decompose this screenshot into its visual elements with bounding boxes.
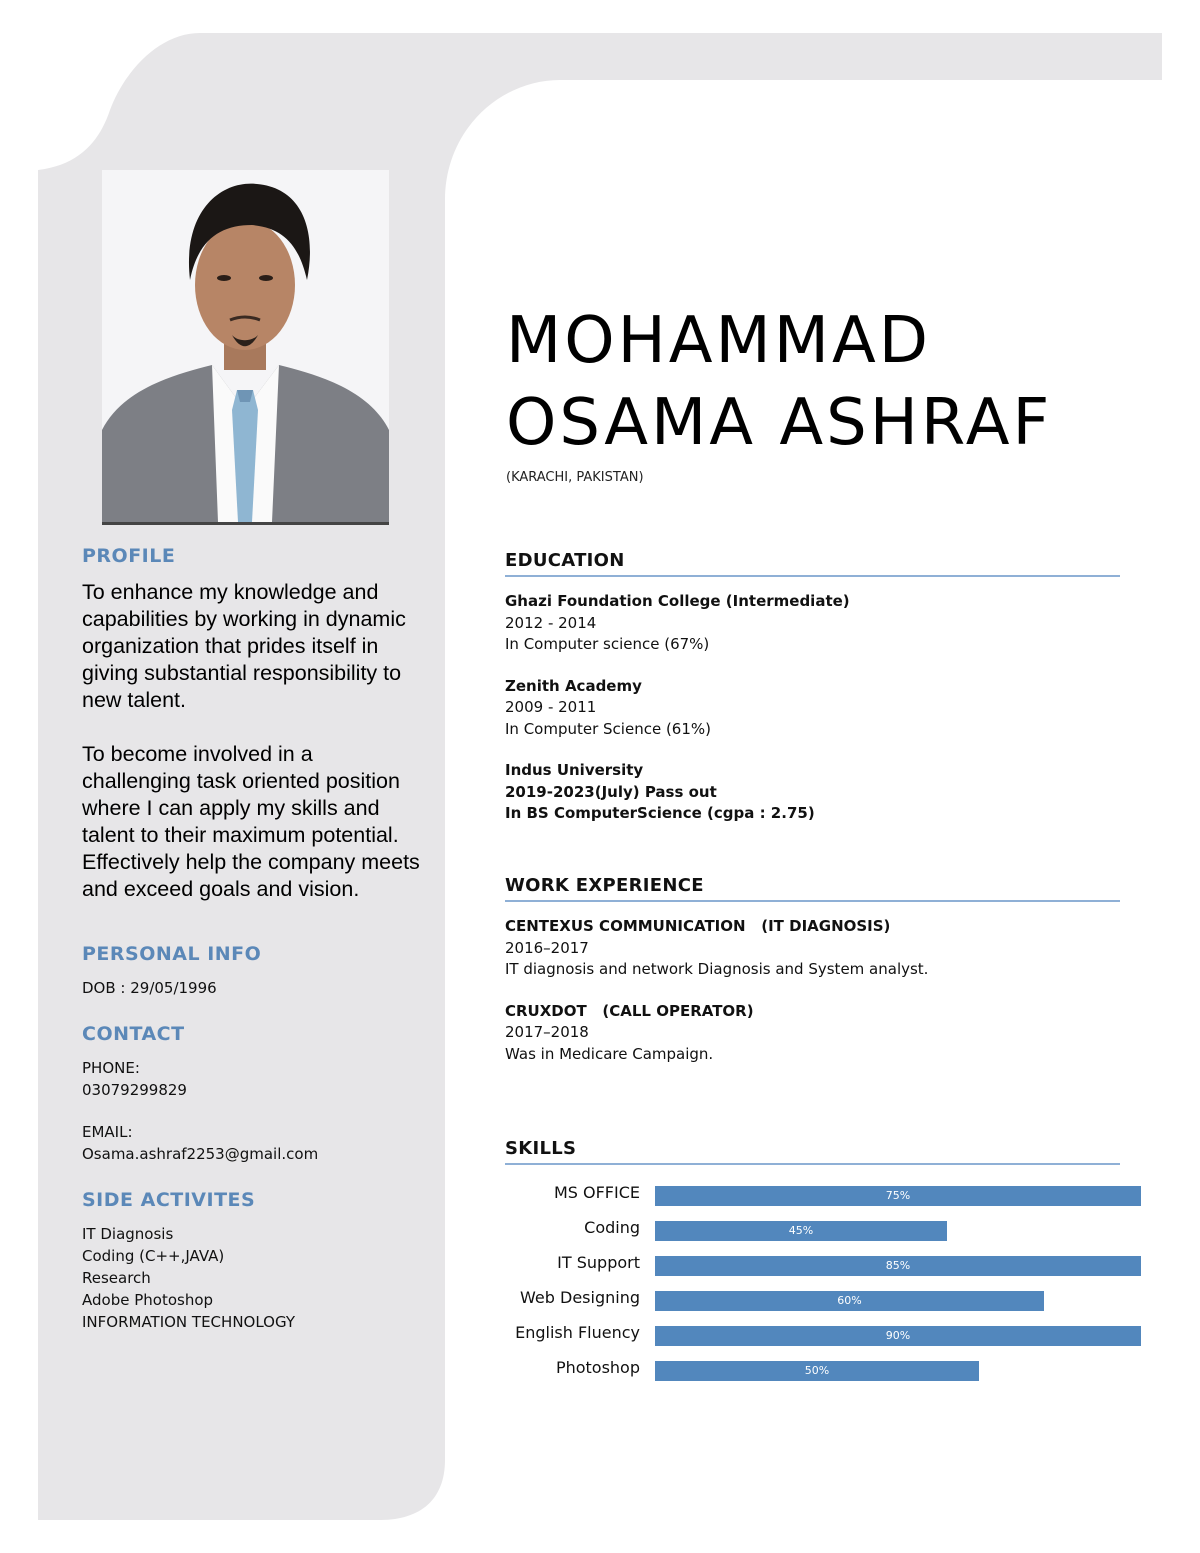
work-detail: Was in Medicare Campaign. [505, 1044, 714, 1063]
school-years: 2009 - 2011 [505, 698, 597, 716]
side-activity-item: Coding (C++,JAVA) [82, 1247, 225, 1265]
school-detail: In BS ComputerScience (cgpa : 2.75) [505, 804, 815, 822]
phone-label: PHONE: [82, 1059, 140, 1077]
skill-row [505, 1249, 1145, 1284]
work-entry [505, 916, 1120, 981]
education-entry [505, 676, 1120, 741]
skill-label: Web Designing [520, 1288, 640, 1307]
side-activity-item: Adobe Photoshop [82, 1291, 214, 1309]
skill-row [505, 1354, 1145, 1389]
dob: DOB : 29/05/1996 [82, 979, 217, 997]
side-activity-item: IT Diagnosis [82, 1225, 174, 1243]
skill-bar: 85% [655, 1256, 1141, 1276]
school-name: Indus University [505, 761, 644, 779]
skill-track [655, 1186, 1141, 1206]
profile-paragraph-2: To become involved in a challenging task oriented position where I can apply my skills and talent to their maximum potential. Effectively help the company meets and exceed goals and vision. [82, 742, 420, 901]
school-detail: In Computer Science (61%) [505, 719, 711, 738]
education-entry [505, 591, 1120, 656]
email-value: Osama.ashraf2253@gmail.com [82, 1145, 319, 1163]
left-column [82, 545, 427, 1333]
profile-paragraph-1: To enhance my knowledge and capabilities by working in dynamic organization that prides itself in giving substantial responsibility to new talent. [82, 580, 406, 712]
company-name: CRUXDOT (CALL OPERATOR) [505, 1001, 754, 1020]
work-experience-heading: WORK EXPERIENCE [505, 875, 1120, 902]
school-years: 2019-2023(July) Pass out [505, 782, 717, 801]
skill-label: Photoshop [555, 1358, 640, 1377]
work-detail: IT diagnosis and network Diagnosis and System analyst. [505, 960, 929, 978]
school-years: 2012 - 2014 [505, 613, 597, 632]
side-activities-heading: SIDE ACTIVITES [82, 1189, 256, 1211]
skill-row [505, 1319, 1145, 1354]
name-line-2: OSAMA ASHRAF [506, 386, 1053, 460]
profile-text [82, 579, 427, 903]
school-detail: In Computer science (67%) [505, 635, 710, 653]
skill-bar: 75% [655, 1186, 1141, 1206]
skill-label: Coding [584, 1218, 640, 1237]
side-activity-item: Research [82, 1269, 151, 1287]
school-name: Ghazi Foundation College (Intermediate) [505, 592, 850, 610]
skill-label: MS OFFICE [553, 1183, 640, 1202]
skill-bar: 90% [655, 1326, 1141, 1346]
location: (KARACHI, PAKISTAN) [506, 470, 644, 485]
skill-label: IT Support [557, 1253, 640, 1272]
skill-track [655, 1361, 1141, 1381]
work-entry [505, 1001, 1120, 1066]
personal-info-heading: PERSONAL INFO [82, 943, 262, 965]
school-name: Zenith Academy [505, 676, 642, 695]
skill-row [505, 1179, 1145, 1214]
phone-value: 03079299829 [82, 1081, 187, 1099]
skills-chart [505, 1179, 1145, 1389]
side-activity-item: INFORMATION TECHNOLOGY [82, 1313, 296, 1331]
education-heading: EDUCATION [505, 550, 1120, 577]
email-label: EMAIL: [82, 1123, 133, 1141]
skill-track [655, 1326, 1141, 1346]
work-experience-section [505, 875, 1120, 1085]
skill-row [505, 1214, 1145, 1249]
candidate-name [506, 300, 1126, 464]
skill-bar: 45% [655, 1221, 947, 1241]
skills-section [505, 1138, 1145, 1389]
skill-label: English Fluency [515, 1323, 640, 1342]
name-line-1: MOHAMMAD [506, 304, 931, 378]
skill-track [655, 1221, 1141, 1241]
profile-photo [102, 170, 389, 525]
side-activities-list [82, 1223, 427, 1333]
skills-heading: SKILLS [505, 1138, 1120, 1165]
skill-row [505, 1284, 1145, 1319]
education-entry [505, 760, 1120, 825]
skill-bar: 50% [655, 1361, 979, 1381]
contact-heading: CONTACT [82, 1023, 185, 1045]
skill-track [655, 1291, 1141, 1311]
skill-bar: 60% [655, 1291, 1044, 1311]
work-years: 2016–2017 [505, 938, 589, 957]
skill-track [655, 1256, 1141, 1276]
company-name: CENTEXUS COMMUNICATION (IT DIAGNOSIS) [505, 917, 891, 935]
profile-heading: PROFILE [82, 545, 176, 567]
work-years: 2017–2018 [505, 1023, 589, 1041]
education-section [505, 550, 1120, 845]
